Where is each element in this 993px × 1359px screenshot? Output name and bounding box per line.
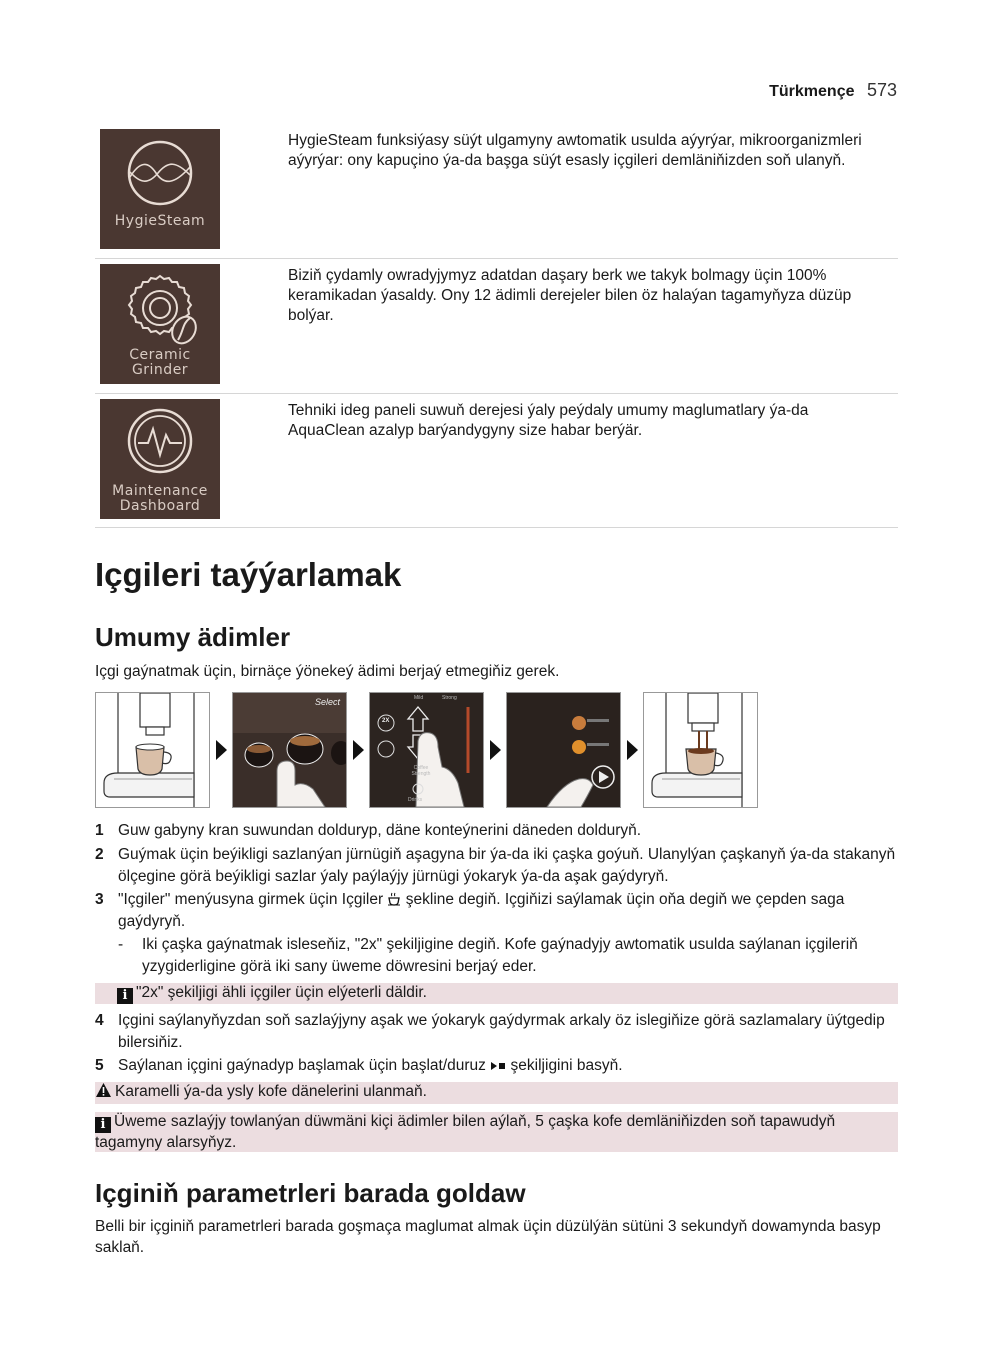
info-note-2x <box>95 983 898 1004</box>
page-header <box>769 80 897 101</box>
feature-description: HygieSteam funksiýasy süýt ulgamyny awtomatik usulda aýyrýar, mikroorganizmleri aýyrýar: ony kapuçino ýa-da başga süýt esasly içgileri demläniňizden soň ulanyň. <box>288 132 862 169</box>
illustration-machine-cup <box>95 692 210 808</box>
divider <box>95 527 898 528</box>
divider <box>95 393 898 394</box>
info-note-grind <box>95 1112 898 1152</box>
step-number: 3 <box>95 891 104 908</box>
arrow-right-icon <box>216 740 227 760</box>
ceramic-grinder-icon <box>100 264 220 384</box>
subsection-title-params: Içginiň parametrleri barada goldaw <box>95 1178 526 1208</box>
feature-label: Grinder <box>131 362 189 378</box>
select-label: Select <box>315 697 341 707</box>
note-text: Üweme sazlaýjy towlanýan düwmäni kiçi ädimler bilen aýlaň, 5 çaşka kofe demläniňizden soň tapawudyň tagamyny alarsyňyz. <box>95 1113 836 1151</box>
note-text: "2x" şekiljigi ähli içgiler üçin elýeterli däldir. <box>136 984 427 1001</box>
x2-label: 2X <box>382 718 390 724</box>
divider <box>95 258 898 259</box>
step-text-before: "Içgiler" menýusyna girmek üçin Içgiler <box>118 891 384 908</box>
warning-note <box>95 1082 898 1104</box>
language-label: Türkmençe <box>769 83 855 100</box>
warning-icon <box>95 1082 112 1098</box>
drinks-cup-icon <box>387 892 401 906</box>
sub-step-dash: - <box>118 936 124 953</box>
step-illustrations <box>95 692 725 808</box>
illustration-machine-brewing <box>643 692 758 808</box>
step-text: Içgini saýlanyňyzdan soň sazlaýjyny aşak we ýokaryk gaýdyrmak arkaly öz islegiňize görä sazlamalary üýtgedip bilersiňiz. <box>118 1012 885 1051</box>
arrow-right-icon <box>353 740 364 760</box>
arrow-right-icon <box>627 740 638 760</box>
step-text <box>118 1055 898 1077</box>
feature-label: Dashboard <box>119 498 201 514</box>
step-number: 2 <box>95 846 104 863</box>
step-number: 5 <box>95 1057 104 1074</box>
feature-hygiesteam <box>95 129 898 259</box>
section-title: Içgileri taýýarlamak <box>95 556 402 593</box>
start-stop-icon <box>490 1061 506 1071</box>
step-text <box>118 889 898 933</box>
feature-label: Ceramic <box>129 347 191 363</box>
intro-text: Içgi gaýnatmak üçin, birnäçe ýönekeý ädimi berjaý etmegiňiz gerek. <box>95 663 560 680</box>
hygiesteam-icon <box>100 129 220 249</box>
step-text-after: şekiljigini basyň. <box>510 1057 623 1074</box>
step-text-before: Saýlanan içgini gaýnadyp başlamak üçin başlat/duruz <box>118 1057 486 1074</box>
maintenance-dashboard-icon <box>100 399 220 519</box>
feature-description: Biziň çydamly owradyjymyz adatdan daşary berk we takyk bolmagy üçin 100% keramikadan ýasaldy. Ony 12 ädimli derejeler bilen öz halaýan tagamyňyza düzüp bolýar. <box>288 267 852 324</box>
feature-label: HygieSteam <box>114 213 206 229</box>
warning-text: Karamelli ýa-da ysly kofe dänelerini ulanmaň. <box>115 1083 427 1100</box>
illustration-start-screen <box>506 692 621 808</box>
strong-label: Strong <box>442 695 457 701</box>
params-text: Belli bir içginiň parametrleri barada goşmaça maglumat almak üçin düzülýän sütüni 3 sekundyň dowamynda basyp saklaň. <box>95 1218 881 1256</box>
feature-description: Tehniki ideg paneli suwuň derejesi ýaly peýdaly umumy maglumatlary ýa-da AquaClean azalyp barýandygyny size habar berýär. <box>288 402 809 439</box>
step-text: Guýmak üçin beýikligi sazlanýan jürnügiň aşagyna bir ýa-da iki çaşka goýuň. Ulanylýan çaşkanyň ýa-da stakanyň ölçegine görä beýikligi sazlar ýaly paýlaýjy jürnügi ýokaryk ýa-da aşak gaýdyryň. <box>118 846 896 885</box>
coffee-strength-label: Coffee Strength <box>411 765 431 777</box>
sub-step-text: Iki çaşka gaýnatmak isleseňiz, "2x" şekiljigine degiň. Kofe gaýnadyjy awtomatik usulda saýlanan içgileriň yzygiderligine görä iki sany üweme döwresini berjaý eder. <box>142 936 858 975</box>
info-icon: i <box>117 988 133 1004</box>
illustration-select-screen <box>232 692 347 808</box>
feature-label: Maintenance <box>112 483 208 499</box>
subsection-title-general: Umumy ädimler <box>95 622 291 652</box>
mild-label: Mild <box>414 695 424 701</box>
step-text: Guw gabyny kran suwundan dolduryp, däne konteýnerini däneden dolduryň. <box>118 822 642 839</box>
step-text-after: şekline degiň. Içgiňizi saýlamak üçin oňa degiň we çepden saga gaýdyryň. <box>118 891 845 930</box>
feature-maintenance-dashboard <box>95 399 898 528</box>
page-number: 573 <box>866 80 897 100</box>
illustration-strength-screen <box>369 692 484 808</box>
drinks-label: Drinks <box>408 797 423 803</box>
feature-ceramic-grinder <box>95 264 898 394</box>
step-number: 1 <box>95 822 104 839</box>
arrow-right-icon <box>490 740 501 760</box>
step-number: 4 <box>95 1012 104 1029</box>
info-icon: i <box>95 1117 111 1133</box>
steps-list-continued <box>95 1010 898 1080</box>
